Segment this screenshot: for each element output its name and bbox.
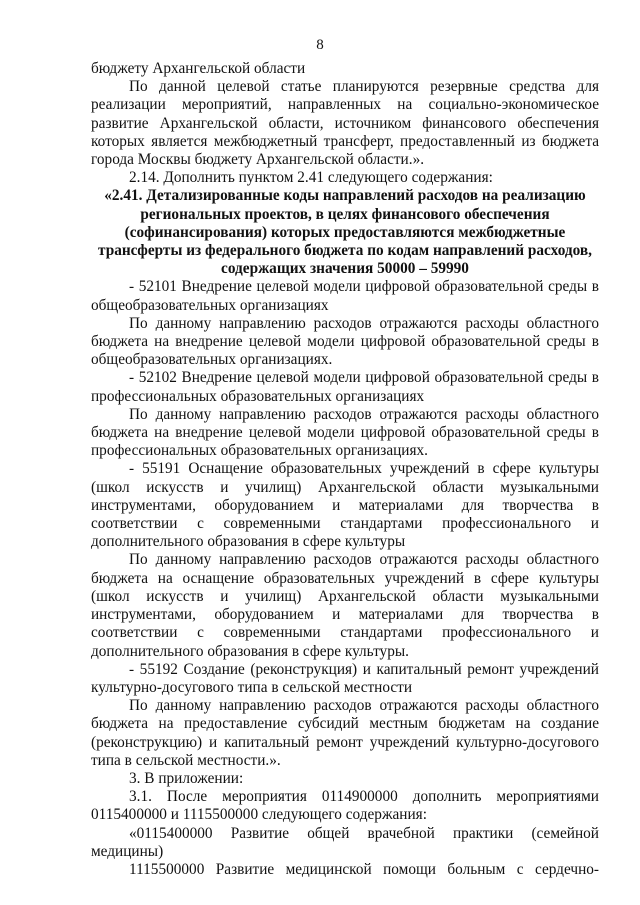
paragraph-code-52102: - 52102 Внедрение целевой модели цифровой образовательной среды в профессиональных образовательных организациях [91,369,599,405]
paragraph-intro-tail: бюджету Архангельской области [91,60,306,77]
paragraph-appendix: 3. В приложении: [129,769,244,787]
paragraph-code-55192-desc: По данному направлению расходов отражаются расходы областного бюджета на предоставление субсидий местным бюджетам на создание (реконструкцию) и капитальный ремонт учреждений культурно-досугового типа в сельской местности.». [91,697,599,769]
paragraph-activity-1115500000: 1115500000 Развитие медицинской помощи больным с сердечно- [129,860,599,878]
paragraph-code-52101: - 52101 Внедрение целевой модели цифровой образовательной среды в общеобразовательных организациях [91,278,599,314]
paragraph-code-55192: - 55192 Создание (реконструкция) и капитальный ремонт учреждений культурно-досугового типа в сельской местности [91,660,599,696]
paragraph-code-55191: - 55191 Оснащение образовательных учреждений в сфере культуры (школ искусств и училищ) Архангельской области музыкальными инструментами, оборудованием и материалами для творчества в соответствии с современными стандартами профессионального и дополнительного образования в сфере культуры [91,460,599,551]
paragraph-code-55191-desc: По данному направлению расходов отражаются расходы областного бюджета на оснащение образовательных учреждений в сфере культуры (школ искусств и училищ) Архангельской области музыкальными инструментами, оборудованием и материалами для творчества в соответствии с современными стандартами профессионального и дополнительного образования в сфере культуры. [91,551,599,660]
paragraph-amendment-2-14: 2.14. Дополнить пунктом 2.41 следующего содержания: [129,169,493,187]
document-body [91,60,599,879]
paragraph-code-52102-desc: По данному направлению расходов отражаются расходы областного бюджета на внедрение целевой модели цифровой образовательной среды в профессиональных образовательных организациях. [91,405,599,460]
page-number: 8 [316,37,324,53]
paragraph-activity-0115400000: «0115400000 Развитие общей врачебной практики (семейной медицины) [91,824,599,860]
paragraph-reserve-funds: По данной целевой статье планируются резервные средства для реализации мероприятий, направленных на социально-экономическое развитие Архангельской области, источником финансового обеспечения которых является межбюджетный трансферт, предоставленный из бюджета города Москвы бюджету Архангельской области.». [91,78,599,169]
section-heading-2-41: «2.41. Детализированные коды направлений расходов на реализацию региональных проектов, в целях финансового обеспечения (софинансирования) которых предоставляются межбюджетные трансферты из федерального бюджета по кодам направлений расходов, содержащих значения 50000 – 59990 [98,187,592,278]
paragraph-appendix-3-1: 3.1. После мероприятия 0114900000 дополнить мероприятиями 0115400000 и 1115500000 следующего содержания: [91,788,599,824]
paragraph-code-52101-desc: По данному направлению расходов отражаются расходы областного бюджета на внедрение целевой модели цифровой образовательной среды в общеобразовательных организациях. [91,314,599,369]
